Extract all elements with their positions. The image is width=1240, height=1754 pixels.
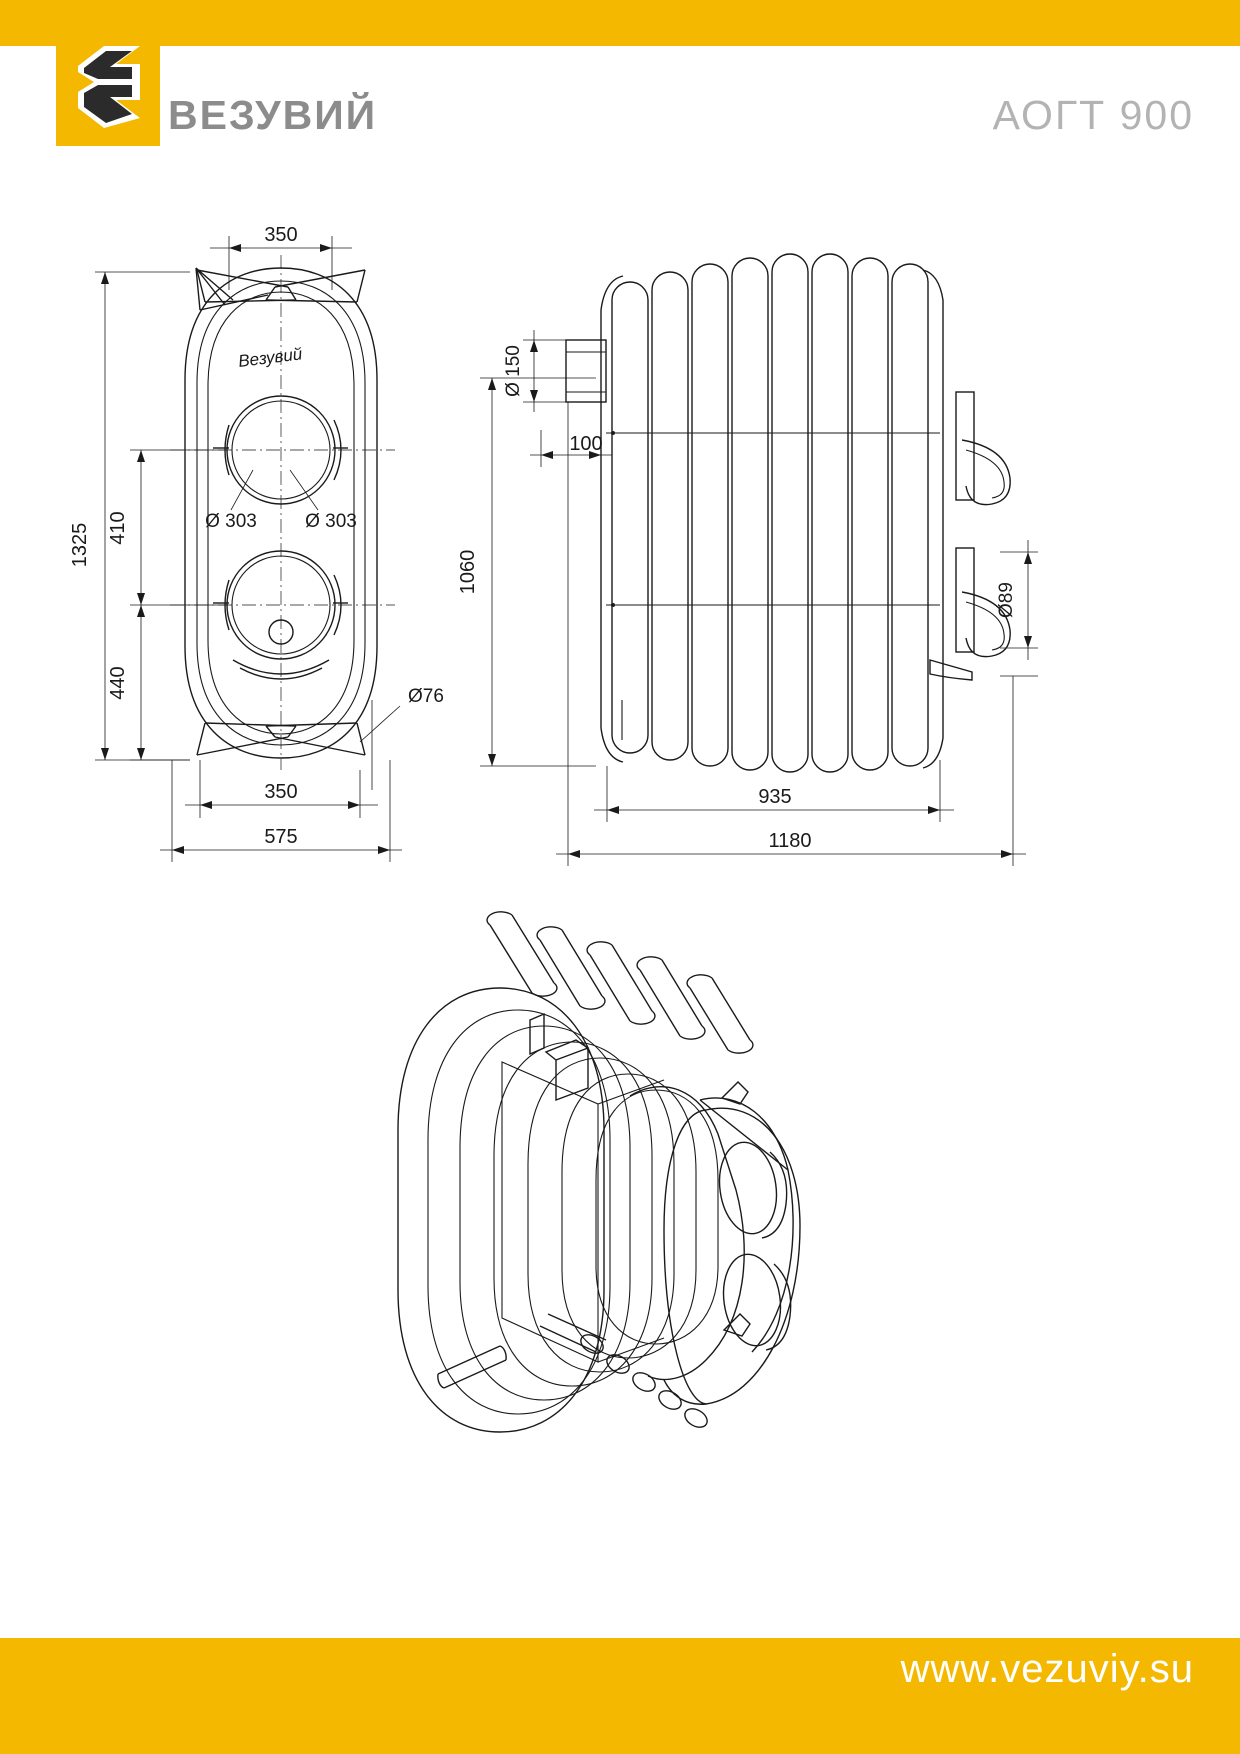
- dim-d89: Ø89: [996, 582, 1017, 618]
- dim-440: 440: [107, 666, 129, 700]
- website-url[interactable]: www.vezuviy.su: [900, 1647, 1194, 1691]
- brand-name: ВЕЗУВИЙ: [168, 92, 378, 138]
- dim-350-bottom: 350: [264, 781, 298, 803]
- dim-d150: Ø 150: [503, 345, 524, 397]
- dim-410: 410: [107, 511, 129, 545]
- dim-350-top: 350: [264, 224, 298, 246]
- dim-d76: Ø76: [408, 686, 444, 707]
- dim-1060: 1060: [457, 549, 479, 595]
- dim-935: 935: [758, 786, 792, 808]
- dim-d303-left: Ø 303: [205, 511, 257, 532]
- dim-575: 575: [264, 826, 298, 848]
- dim-1325: 1325: [69, 522, 91, 568]
- stove-brand-mark: Везувий: [237, 344, 304, 371]
- footer-bar: [0, 1638, 1240, 1754]
- front-view: [69, 224, 444, 862]
- dim-d303-right: Ø 303: [305, 511, 357, 532]
- side-view: [457, 254, 1038, 866]
- dim-1180: 1180: [768, 830, 812, 852]
- model-name: АОГТ 900: [992, 92, 1194, 138]
- dim-100: 100: [569, 433, 603, 455]
- isometric-view: [398, 912, 800, 1432]
